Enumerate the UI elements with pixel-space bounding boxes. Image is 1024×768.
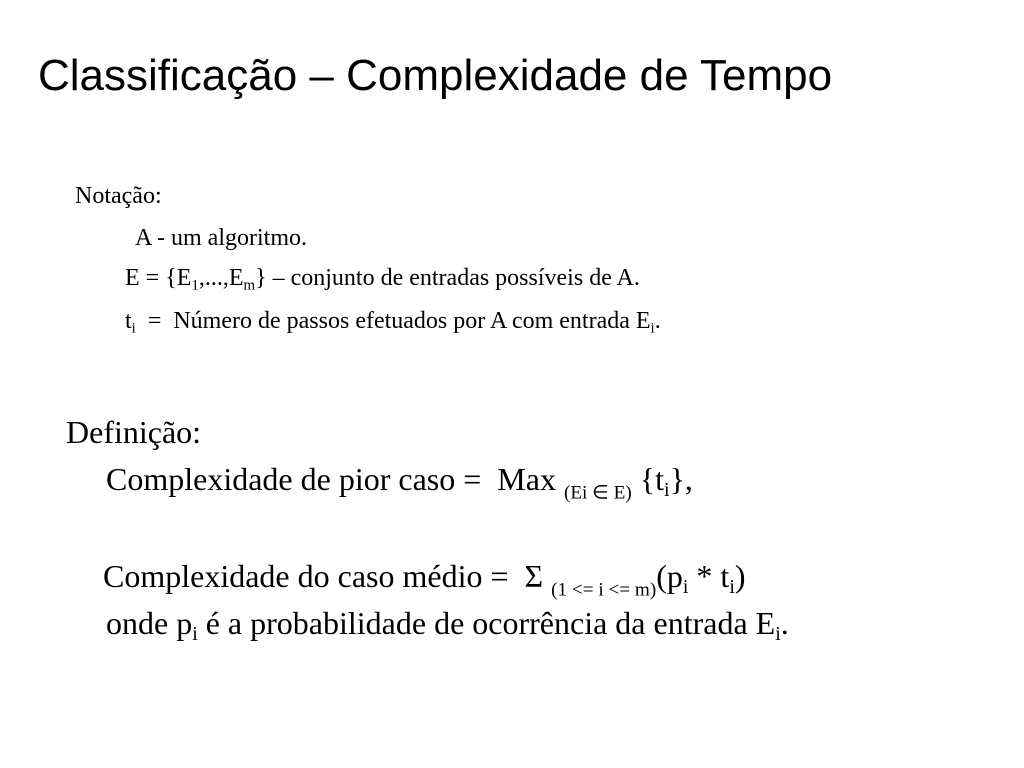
avg-pre: Complexidade do caso médio = Σ <box>103 558 552 594</box>
worst-sub-i: i <box>664 478 670 501</box>
worst-sub: (Ei ∈ E) <box>563 482 632 504</box>
worst-open: {t <box>631 461 665 497</box>
probability-line <box>106 603 789 643</box>
notation-line-inputs <box>125 263 640 293</box>
worst-close: }, <box>669 461 693 497</box>
notation-line-algorithm: A - um algoritmo. <box>135 225 307 251</box>
inputs-pre: E = {E <box>125 265 192 291</box>
avg-p-open: (p <box>656 558 683 594</box>
steps-end: . <box>654 308 661 334</box>
where-sub-e: i <box>775 622 781 645</box>
steps-text: = Número de passos efetuados por A com entrada E <box>135 308 651 334</box>
notation-heading: Notação: <box>75 183 162 209</box>
where-mid: é a probabilidade de ocorrência da entrada E <box>197 605 776 641</box>
slide-title: Classificação – Complexidade de Tempo <box>38 51 833 100</box>
definition-heading: Definição: <box>66 414 202 450</box>
where-end: . <box>780 605 789 641</box>
inputs-sub-1: 1 <box>191 277 199 294</box>
avg-mul: * t <box>688 558 730 594</box>
worst-pre: Complexidade de pior caso = Max <box>106 461 564 497</box>
avg-sub: (1 <= i <= m) <box>551 579 657 601</box>
inputs-sub-m: m <box>243 277 256 294</box>
inputs-post: } – conjunto de entradas possíveis de A. <box>255 265 640 291</box>
where-sub-p: i <box>192 622 198 645</box>
notation-line-steps <box>125 306 661 336</box>
inputs-mid: ,...,E <box>198 265 244 291</box>
average-case-line <box>103 556 746 601</box>
avg-close: ) <box>734 558 746 594</box>
where-pre: onde p <box>106 605 193 641</box>
avg-sub-t: i <box>729 575 735 598</box>
steps-sub-i: i <box>131 320 136 337</box>
worst-case-line <box>106 459 693 504</box>
avg-sub-p: i <box>682 575 689 598</box>
steps-t: t <box>125 308 132 334</box>
steps-sub-i2: i <box>650 320 655 337</box>
